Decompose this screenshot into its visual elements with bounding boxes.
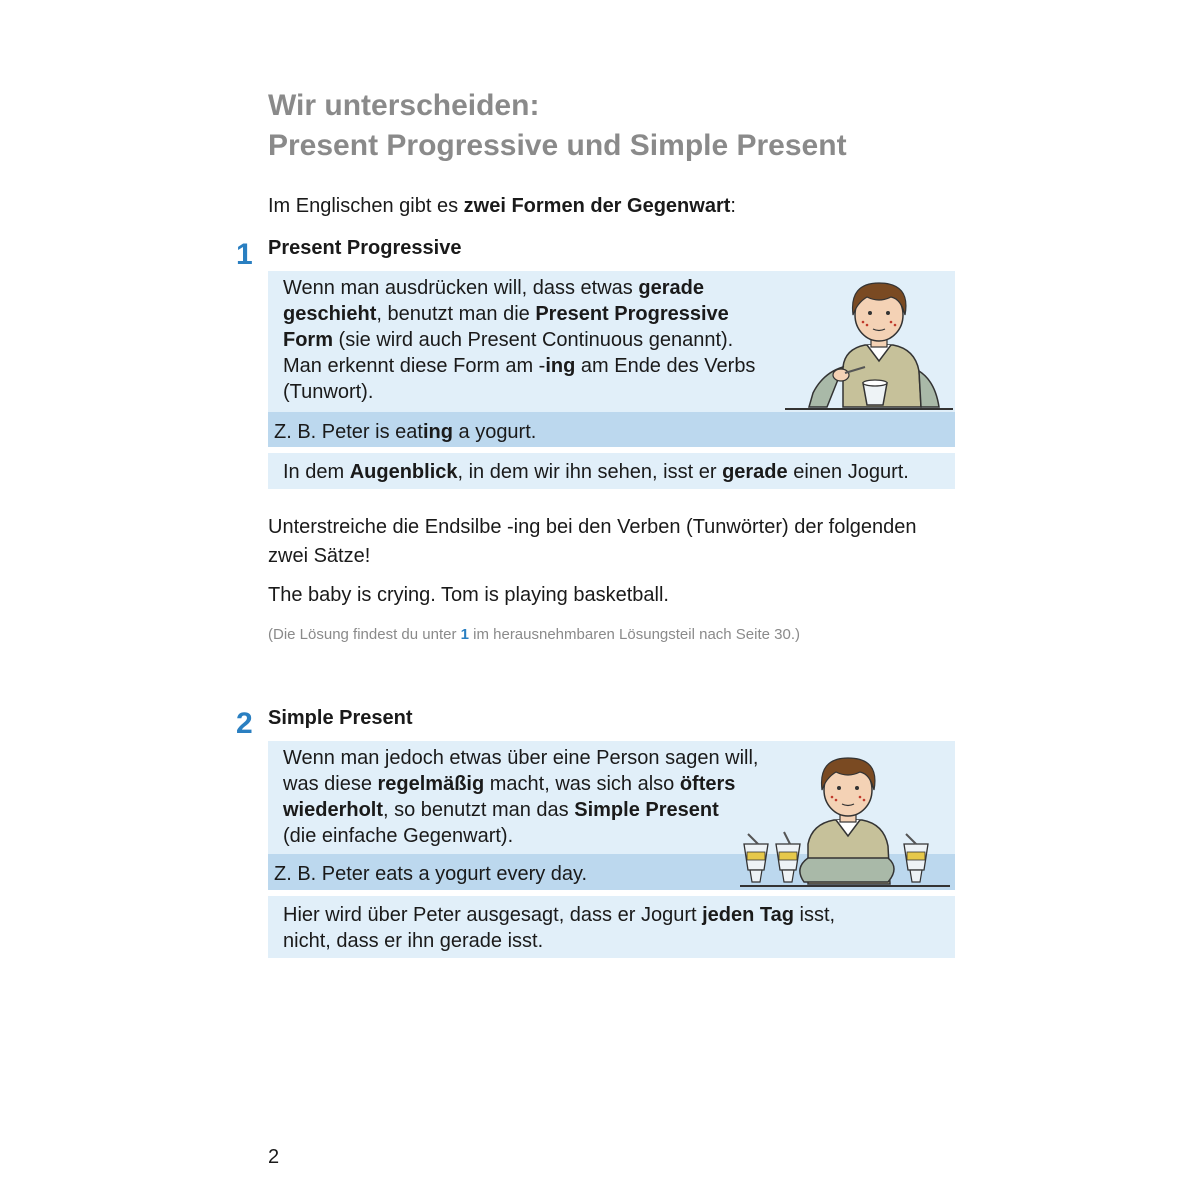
bold-text: regelmäßig <box>377 773 485 795</box>
text-run: a yogurt. <box>452 421 537 443</box>
section1-example-box <box>268 412 955 447</box>
text-run: nicht, dass er ihn gerade isst. <box>283 930 544 952</box>
page-title-line2: Present Progressive und Simple Present <box>268 129 847 162</box>
text-line <box>283 275 755 301</box>
text-run: In dem <box>283 461 350 483</box>
section1-number: 1 <box>236 238 253 271</box>
section1-heading: Present Progressive <box>268 237 462 259</box>
text-run: (Tunwort). <box>283 381 374 403</box>
page-title <box>268 86 968 166</box>
text-line <box>283 327 755 353</box>
section2-heading: Simple Present <box>268 707 413 729</box>
text-run: (die einfache Gegenwart). <box>283 825 514 847</box>
hint-number: 1 <box>460 626 469 643</box>
text-line <box>283 745 758 771</box>
section1-definition-box <box>268 271 955 412</box>
text-run: am Ende des Verbs <box>575 355 756 377</box>
bold-text: Present Progressive <box>535 303 729 325</box>
bold-text: gerade <box>722 461 788 483</box>
text-run: , benutzt man die <box>376 303 536 325</box>
text-run: Z. B. Peter eats a yogurt every day. <box>274 863 588 885</box>
hint-pre: (Die Lösung findest du unter <box>268 626 461 643</box>
text-line <box>283 301 755 327</box>
text-line <box>283 379 755 405</box>
section1-explanation-text <box>283 459 909 485</box>
section1-definition-text <box>283 275 755 405</box>
section2-number: 2 <box>236 707 253 740</box>
solution-hint <box>268 625 800 645</box>
text-line <box>283 902 835 928</box>
text-line <box>283 823 758 849</box>
text-run: Wenn man jedoch etwas über eine Person sagen will, <box>283 747 759 769</box>
boy-eating-yogurt-illustration <box>783 275 955 412</box>
bold-text: jeden Tag <box>702 904 794 926</box>
bold-text: Simple Present <box>574 799 719 821</box>
hint-post: im herausnehmbaren Lösungsteil nach Seite 30.) <box>468 626 801 643</box>
bold-text: geschieht <box>283 303 377 325</box>
section2-explanation-text <box>283 902 835 954</box>
bold-text: Form <box>283 329 333 351</box>
text-run: was diese <box>283 773 378 795</box>
text-run: Hier wird über Peter ausgesagt, dass er Jogurt <box>283 904 703 926</box>
text-run: Wenn man ausdrücken will, dass etwas <box>283 277 639 299</box>
text-line <box>283 459 909 485</box>
exercise-line1: Unterstreiche die Endsilbe -ing bei den Verben (Tunwörter) der folgenden <box>268 516 917 538</box>
section1-explanation-box <box>268 453 955 489</box>
exercise-line2: zwei Sätze! <box>268 545 371 567</box>
intro-pre: Im Englischen gibt es <box>268 195 464 217</box>
text-run: , so benutzt man das <box>383 799 575 821</box>
section1-example-text <box>274 419 536 445</box>
text-run: Man erkennt diese Form am - <box>283 355 546 377</box>
text-run: Z. B. Peter is eat <box>274 421 423 443</box>
bold-text: gerade <box>638 277 704 299</box>
text-line <box>283 928 835 954</box>
section2-example-text <box>274 861 587 887</box>
section2-definition-text <box>283 745 758 849</box>
bold-text: ing <box>422 421 453 443</box>
text-line <box>283 771 758 797</box>
text-run: einen Jogurt. <box>787 461 909 483</box>
yogurt-cup-icon <box>904 834 928 882</box>
intro-bold: zwei Formen der Gegenwart <box>463 195 731 217</box>
bold-text: öfters <box>679 773 736 795</box>
text-line <box>283 797 758 823</box>
bold-text: Augenblick <box>349 461 458 483</box>
text-line <box>283 353 755 379</box>
intro-post: : <box>730 195 736 217</box>
text-run: macht, was sich also <box>484 773 680 795</box>
exercise-sentences: The baby is crying. Tom is playing basketball. <box>268 584 669 606</box>
bold-text: wiederholt <box>283 799 384 821</box>
boy-with-yogurt-cups-illustration <box>738 748 952 890</box>
intro-text <box>268 192 736 220</box>
text-run: isst, <box>793 904 836 926</box>
section2-explanation-box <box>268 896 955 958</box>
yogurt-cup-icon <box>744 834 768 882</box>
yogurt-cup-icon <box>776 832 800 882</box>
text-run: (sie wird auch Present Continuous genannt). <box>333 329 734 351</box>
bold-text: ing <box>545 355 576 377</box>
section1-exercise <box>268 513 958 571</box>
page-number: 2 <box>268 1146 280 1168</box>
text-run: , in dem wir ihn sehen, isst er <box>457 461 723 483</box>
page-title-line1: Wir unterscheiden: <box>268 89 540 122</box>
